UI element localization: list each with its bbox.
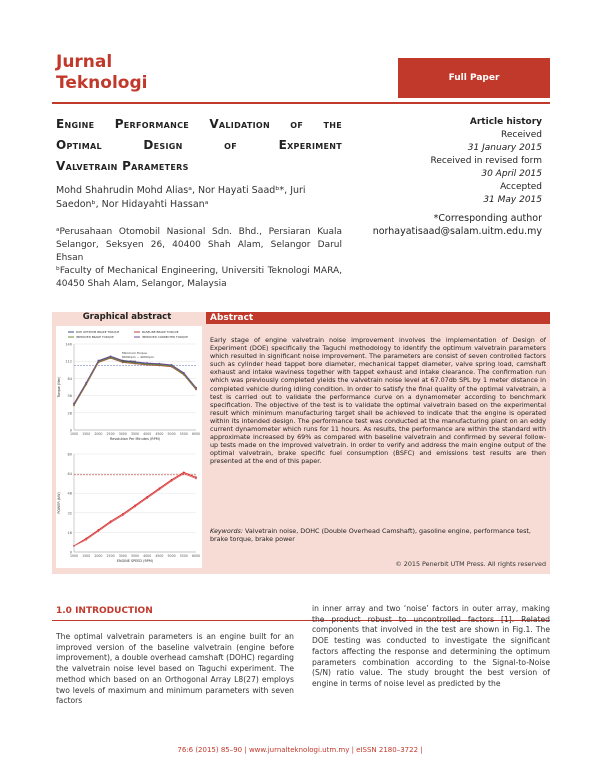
chart-annotation: Minimum Torque <box>122 351 147 355</box>
torque-chart <box>56 326 202 444</box>
legend-entry: IMPROVED CORRECTED TORQUE <box>142 335 188 340</box>
chart-annotation: (Min Nm) <box>122 359 136 363</box>
power-chart <box>56 448 202 568</box>
x-axis-label: Revolution Per Minutes (RPM) <box>110 437 160 441</box>
title-line-3: Valvetrain Parameters <box>56 159 189 173</box>
x-tick-label: 2000 <box>94 432 103 436</box>
revised-date: 30 April 2015 <box>481 169 542 179</box>
data-point <box>171 480 173 482</box>
x-tick-label: 2500 <box>106 554 115 558</box>
data-point <box>134 506 136 508</box>
x-tick-label: 1000 <box>69 554 79 558</box>
data-point <box>110 522 112 524</box>
x-tick-label: 5500 <box>179 554 188 558</box>
x-tick-label: 3500 <box>130 432 140 436</box>
x-tick-label: 4000 <box>143 432 152 436</box>
y-tick-label: 0 <box>69 428 72 433</box>
introduction-column-1: The optimal valvetrain parameters is an engine built for an improved version of the baseline valvetrain (engine before improvement), a double overhead camshaft (DOHC) regarding the valvetrain noise level based on Taguchi experiment. The method which based on an Orthogonal Array L8(27) employs two levels of maximum and minimum parameters with seven factors <box>56 632 294 706</box>
x-tick-label: 4500 <box>155 432 164 436</box>
x-tick-label: 1000 <box>69 432 79 436</box>
data-point <box>110 355 112 357</box>
masthead-divider <box>52 102 550 104</box>
x-tick-label: 1500 <box>82 554 91 558</box>
title-line-2: Optimal Design of Experiment <box>56 138 342 152</box>
x-tick-label: 3000 <box>118 554 127 558</box>
y-tick-label: 16 <box>67 530 72 535</box>
affiliation-b: ᵇFaculty of Mechanical Engineering, Universiti Teknologi MARA, 40450 Shah Alam, Selangor, Malaysia <box>56 266 342 289</box>
y-axis-label: POWER (kW) <box>57 492 61 514</box>
x-tick-label: 2500 <box>106 432 115 436</box>
x-tick-label: 2000 <box>94 554 103 558</box>
history-heading: Article history <box>469 117 542 127</box>
graphical-abstract-heading: Graphical abstract <box>82 312 172 322</box>
article-title <box>56 114 342 177</box>
affiliation-a: ᵃPerusahaan Otomobil Nasional Sdn. Bhd., Persiaran Kuala Selangor, Seksyen 26, 40400 Shah Alam, Selangor Darul Ehsan <box>56 227 342 263</box>
data-point <box>146 362 148 364</box>
data-point <box>146 497 148 499</box>
author-list <box>56 184 342 212</box>
x-tick-label: 3000 <box>118 432 127 436</box>
chart-annotation: 8000rpm ~ 4000rpm <box>122 355 154 359</box>
legend-entry: IMPROVED BRAKE TORQUE <box>76 335 114 340</box>
journal-name-line1: Jurnal <box>56 52 113 72</box>
data-point <box>85 382 87 384</box>
graphical-abstract-figure <box>56 326 202 568</box>
x-tick-label: 3500 <box>130 554 140 558</box>
copyright-notice: © 2015 Penerbit UTM Press. All rights reserved <box>395 560 546 568</box>
data-point <box>73 545 75 547</box>
series-line <box>74 474 196 546</box>
data-point <box>195 478 197 480</box>
y-tick-label: 0 <box>69 550 72 555</box>
data-point <box>159 363 161 365</box>
corresponding-email[interactable]: norhayatisaad@salam.uitm.edu.my <box>372 226 542 237</box>
data-point <box>183 372 185 374</box>
affiliations <box>56 226 342 291</box>
introduction-column-2: in inner array and two ‘noise’ factors in outer array, making the product robust to uncontrolled factors [1]. Related components that involved in the test are shown in Fig.1. The DOE testing was conducted to investigate the significant factors affecting the response and determining the optimum parameters combination according to the Signal-to-Noise (S/N) ratio value. The study brought the best version of engine in terms of noise level as predicted by the <box>312 604 550 688</box>
series-line <box>74 358 196 405</box>
y-tick-label: 56 <box>67 394 72 399</box>
introduction-heading: 1.0 INTRODUCTION <box>56 606 153 616</box>
legend-entry: BASELINE BRAKE TORQUE <box>142 330 179 335</box>
data-point <box>122 514 124 516</box>
page-footer: 76:6 (2015) 85–90 | www.jurnalteknologi.utm.my | eISSN 2180–3722 | <box>177 746 423 754</box>
received-date: 31 January 2015 <box>467 143 542 153</box>
y-tick-label: 80 <box>67 452 72 457</box>
abstract-keywords <box>210 527 546 543</box>
full-paper-badge: Full Paper <box>398 58 550 98</box>
y-tick-label: 84 <box>67 376 72 381</box>
received-label: Received <box>501 130 542 140</box>
x-tick-label: 1500 <box>82 432 91 436</box>
x-axis-label: ENGINE SPEED (RPM) <box>116 559 154 563</box>
x-tick-label: 4500 <box>155 554 164 558</box>
data-point <box>73 403 75 405</box>
x-tick-label: 5000 <box>167 432 176 436</box>
authors-line1: Mohd Shahrudin Mohd Aliasᵃ, Nor Hayati Saadᵇ*, Juri <box>56 185 306 196</box>
x-tick-label: 4000 <box>143 554 152 558</box>
legend-entry: DOE OPTIMUM BRAKE TORQUE <box>76 330 120 335</box>
data-point <box>85 539 87 541</box>
y-tick-label: 112 <box>65 359 72 364</box>
data-point <box>183 473 185 475</box>
abstract-heading: Abstract <box>206 312 550 324</box>
title-line-1: Engine Performance Validation of the <box>56 117 342 131</box>
article-history <box>372 116 542 207</box>
y-axis-label: Torque (Nm) <box>57 376 61 398</box>
journal-name <box>56 52 147 94</box>
series-line <box>74 472 196 546</box>
keywords-text: Valvetrain noise, DOHC (Double Overhead Camshaft), gasoline engine, performance test, brake torque, brake power <box>210 527 531 544</box>
y-tick-label: 140 <box>65 342 72 347</box>
y-tick-label: 48 <box>67 491 72 496</box>
x-tick-label: 6000 <box>191 554 201 558</box>
revised-label: Received in revised form <box>430 156 542 166</box>
keywords-label: Keywords: <box>210 527 243 535</box>
data-point <box>195 387 197 389</box>
x-tick-label: 5000 <box>167 554 176 558</box>
data-point <box>98 360 100 362</box>
data-point <box>98 530 100 532</box>
y-tick-label: 64 <box>67 472 72 477</box>
abstract-body: Early stage of engine valvetrain noise improvement involves the implementation of Design of Experiment (DOE) specifically the Taguchi methodology to identify the optimum valvetrain parameters which resulted in significant noise improvement. The parameters are consist of seven controlled factors such as cylinder head tappet bore diameter, mechanical tappet diameter, valve spring load, camshaft exhaust and intake waviness together with tappet exhaust and intake clearance. The confirmation run which was previously completed yields the valvetrain noise level at 67.07db SPL by 1 meter distance in completed vehicle during idling condition. In order to satisfy the final quality of the optimal valvetrain, a test is carried out to validate the performance curve on a dynamometer according to benchmark specification. The objective of the test is to validate the optimal valvetrain based on the experimental result which minimum manufacturing target shall be achieved to indicate that the engine is operated within its intended design. The performance test was conducted at the manufacturing plant on an eddy current dynamometer which runs for 11 hours. As results, the performance are within the standard with approximate increased by 69% as compared with baseline valvetrain and confirmed by several follow-up tests made on the improved valvetrain. In order to verify and address the main engine output of the optimal valvetrain, brake specific fuel consumption (BSFC) and emissions test results are then presented at the end of this paper. <box>210 336 546 466</box>
y-tick-label: 28 <box>67 411 72 416</box>
accepted-label: Accepted <box>500 182 542 192</box>
x-tick-label: 6000 <box>191 432 201 436</box>
x-tick-label: 5500 <box>179 432 188 436</box>
journal-name-line2: Teknologi <box>56 73 148 93</box>
data-point <box>171 364 173 366</box>
corresponding-label: *Corresponding author <box>433 213 542 224</box>
y-tick-label: 32 <box>67 511 72 516</box>
authors-line2: Saedonᵇ, Nor Hidayahti Hassanᵃ <box>56 199 209 210</box>
accepted-date: 31 May 2015 <box>483 195 542 205</box>
data-point <box>159 489 161 491</box>
